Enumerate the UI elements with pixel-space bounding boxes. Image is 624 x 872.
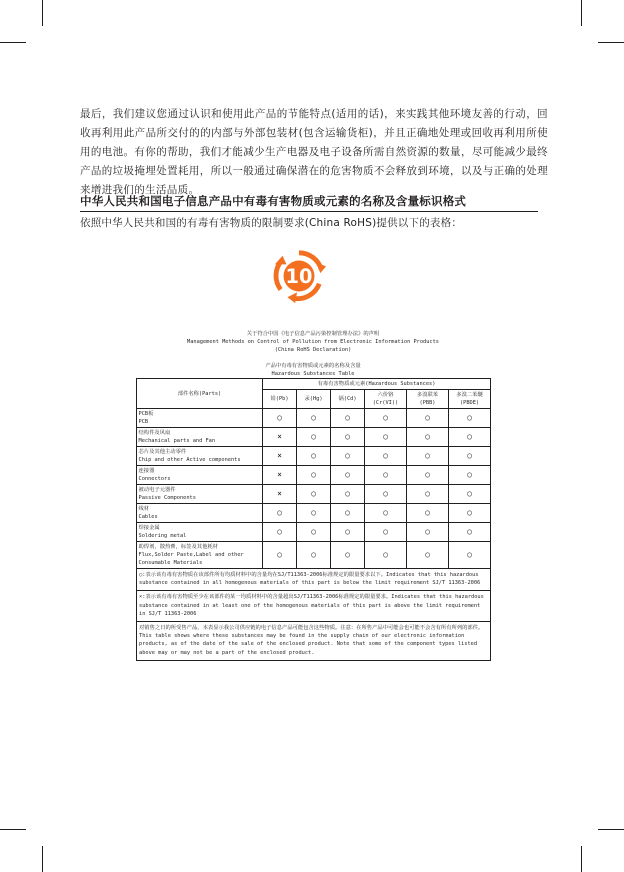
- substance-mark: ○: [449, 447, 491, 466]
- substance-label: 铅(Pb): [270, 396, 289, 402]
- note-cross: ×:表示该有毒有害物质至少在该部件的某一均质材料中的含量超出SJ/T11363-2006标准规定的限量要求。Indicates that this hazardous substance contained in at least one of the homogenous materials of this part is above the limit requirement in SJ/T 11363-2006: [137, 591, 491, 622]
- substance-mark: ○: [449, 428, 491, 447]
- crop-mark: [598, 829, 624, 830]
- substance-mark: ○: [297, 409, 331, 428]
- substance-header: [365, 390, 407, 409]
- substance-header: [331, 390, 365, 409]
- part-name-cn: 焊接金属: [138, 525, 160, 531]
- part-name: [137, 428, 263, 447]
- substance-mark: ○: [449, 409, 491, 428]
- substance-mark: ○: [263, 504, 297, 523]
- substance-header: [263, 390, 297, 409]
- table-row: [137, 447, 491, 466]
- part-name-cn: 芯片及其他主动零件: [138, 449, 187, 455]
- substance-label: 多溴联苯: [416, 392, 439, 398]
- section-subtitle: 依照中华人民共和国的有毒有害物质的限制要求(China RoHS)提供以下的表格：: [80, 217, 463, 229]
- efup-10-years-logo: [270, 247, 328, 305]
- substance-mark: ○: [407, 542, 449, 569]
- table-row: [137, 485, 491, 504]
- crop-mark: [598, 42, 624, 43]
- substance-mark: ○: [297, 485, 331, 504]
- substance-mark: ○: [297, 428, 331, 447]
- part-name-cn: 结构件及风扇: [138, 430, 171, 436]
- substance-mark: ○: [449, 542, 491, 569]
- substance-mark: ○: [331, 523, 365, 542]
- substance-mark: ○: [449, 485, 491, 504]
- crop-mark: [581, 0, 582, 26]
- intro-paragraph: 最后，我们建议您通过认识和使用此产品的节能特点(适用的话)，来实践其他环境友善的行动，回收再利用此产品所交付的的内部与外部包装材(包含运输货柜)，并且正确地处理或回收再利用所使用的电池。有你的帮助，我们才能减少生产电器及电子设备所需自然资源的数量，尽可能减少最终产品的垃圾掩埋处置耗用，所以一般通过确保潜在的危害物质不会释放到环境，以及与正确的处理来增进我们的生活品质。: [80, 107, 548, 196]
- recycle-arrowhead: [275, 256, 287, 265]
- part-name-en: Soldering metal: [138, 533, 187, 539]
- table-row: [137, 409, 491, 428]
- substance-mark: ○: [331, 428, 365, 447]
- substance-label: (PBDE): [459, 400, 480, 406]
- substance-mark: ○: [449, 504, 491, 523]
- substance-mark: ○: [365, 542, 407, 569]
- substance-mark: ○: [407, 409, 449, 428]
- substance-label: (PBB): [419, 400, 436, 406]
- substance-mark: ×: [263, 485, 297, 504]
- table-row: [137, 542, 491, 569]
- substance-mark: ×: [263, 428, 297, 447]
- substance-mark: ○: [365, 409, 407, 428]
- parts-header: 部件名称(Parts): [137, 379, 263, 409]
- substance-mark: ○: [331, 409, 365, 428]
- substance-mark: ○: [365, 428, 407, 447]
- part-name-en: Chip and other Active components: [138, 457, 241, 463]
- part-name-cn: 被动电子元器件: [138, 487, 176, 493]
- substances-header: 有毒有害物质或元素(Hazardous Substances): [263, 379, 491, 390]
- substance-label: 汞(Hg): [304, 396, 323, 402]
- substance-mark: ○: [449, 466, 491, 485]
- part-name: [137, 485, 263, 504]
- substance-label: (Cr(VI)): [372, 400, 399, 406]
- substance-mark: ○: [407, 485, 449, 504]
- table-row: [137, 504, 491, 523]
- part-name-cn: PCB板: [138, 411, 154, 417]
- substance-label: 镉(Cd): [338, 396, 357, 402]
- crop-mark: [42, 0, 43, 26]
- substance-header: [449, 390, 491, 409]
- table-row: [137, 428, 491, 447]
- substance-mark: ○: [297, 542, 331, 569]
- table-row: [137, 466, 491, 485]
- declaration-title-en: Management Methods on Control of Pollution from Electronic Information Products: [187, 339, 439, 345]
- substance-mark: ○: [407, 523, 449, 542]
- substance-mark: ○: [263, 542, 297, 569]
- substance-mark: ○: [331, 504, 365, 523]
- substance-mark: ○: [407, 447, 449, 466]
- declaration-header: [136, 330, 490, 378]
- substance-mark: ○: [331, 485, 365, 504]
- part-name: [137, 447, 263, 466]
- substance-mark: ○: [365, 447, 407, 466]
- table-title-en: Hazardous Substances Table: [271, 371, 355, 377]
- substance-label: 六价铬: [377, 392, 394, 398]
- substance-mark: ○: [263, 409, 297, 428]
- table-title-cn: 产品中有毒有害物质或元素的名称及含量: [265, 363, 361, 369]
- part-name-cn: 连接器: [138, 468, 155, 474]
- part-name-en: Passive Components: [138, 495, 196, 501]
- substance-mark: ○: [263, 523, 297, 542]
- substance-mark: ○: [297, 447, 331, 466]
- note-supply-chain: 对销售之日的所受售产品，本表显示我公司供应链的电子信息产品可能包含这些物质。注意：在所售产品中可能会也可能不会含有所有所列的部件。This table shows where these substances may be found in the supply chain of our electronic information products, as of the date of the sale of the enclosed product. Note that some of the component types listed above may or may not be a part of the enclosed product.: [137, 622, 491, 661]
- section-heading: 中华人民共和国电子信息产品中有毒有害物质或元素的名称及含量标识格式: [80, 192, 538, 212]
- declaration-title-en2: (China RoHS Declaration): [274, 347, 352, 353]
- substance-mark: ○: [331, 447, 365, 466]
- substance-mark: ○: [407, 504, 449, 523]
- part-name: [137, 542, 263, 569]
- substance-mark: ○: [407, 466, 449, 485]
- substance-mark: ○: [331, 542, 365, 569]
- substance-mark: ×: [263, 466, 297, 485]
- crop-mark: [0, 42, 26, 43]
- substance-mark: ○: [407, 428, 449, 447]
- recycle-arc: [276, 261, 282, 290]
- part-name: [137, 466, 263, 485]
- substance-mark: ○: [297, 523, 331, 542]
- part-name-en: Connectors: [138, 476, 171, 482]
- hazardous-substances-table: [136, 378, 491, 661]
- part-name-cn: 助焊剂，散热膏，标签及其他耗材: [138, 544, 218, 550]
- substance-mark: ○: [365, 466, 407, 485]
- table-row: [137, 523, 491, 542]
- part-name-en2: Consumable Materials: [138, 560, 203, 566]
- part-name: [137, 523, 263, 542]
- part-name-en: Mechanical parts and Fan: [138, 438, 216, 444]
- substance-mark: ○: [331, 466, 365, 485]
- part-name-en: PCB: [138, 419, 149, 425]
- substance-mark: ○: [449, 523, 491, 542]
- substance-mark: ×: [263, 447, 297, 466]
- substance-header: [297, 390, 331, 409]
- declaration-title-cn: 关于符合中国《电子信息产品污染控制管理办法》的声明: [246, 331, 380, 337]
- table-body: [137, 409, 491, 569]
- part-name-en: Flux,Solder Paste,Label and other: [138, 552, 244, 558]
- crop-mark: [581, 846, 582, 872]
- part-name-en: Cables: [138, 514, 158, 520]
- crop-mark: [0, 829, 26, 830]
- substance-mark: ○: [297, 466, 331, 485]
- rohs-declaration: [136, 330, 490, 661]
- logo-number: 10: [285, 264, 313, 288]
- substance-mark: ○: [365, 485, 407, 504]
- substance-label: 多溴二苯醚: [456, 392, 483, 398]
- substance-mark: ○: [365, 504, 407, 523]
- substance-mark: ○: [365, 523, 407, 542]
- crop-mark: [42, 846, 43, 872]
- recycle-arrowhead: [287, 292, 297, 303]
- part-name-cn: 线材: [138, 506, 150, 512]
- substance-mark: ○: [297, 504, 331, 523]
- substance-header: [407, 390, 449, 409]
- note-circle: ○:表示该有毒有害物质在该部件所有均质材料中的含量均在SJ/T11363-2006标准规定的限量要求以下。Indicates that this hazardous substance contained in all homogenous materials of this part is below the limit requirement SJ/T 11363-2006: [137, 569, 491, 591]
- part-name: [137, 409, 263, 428]
- part-name: [137, 504, 263, 523]
